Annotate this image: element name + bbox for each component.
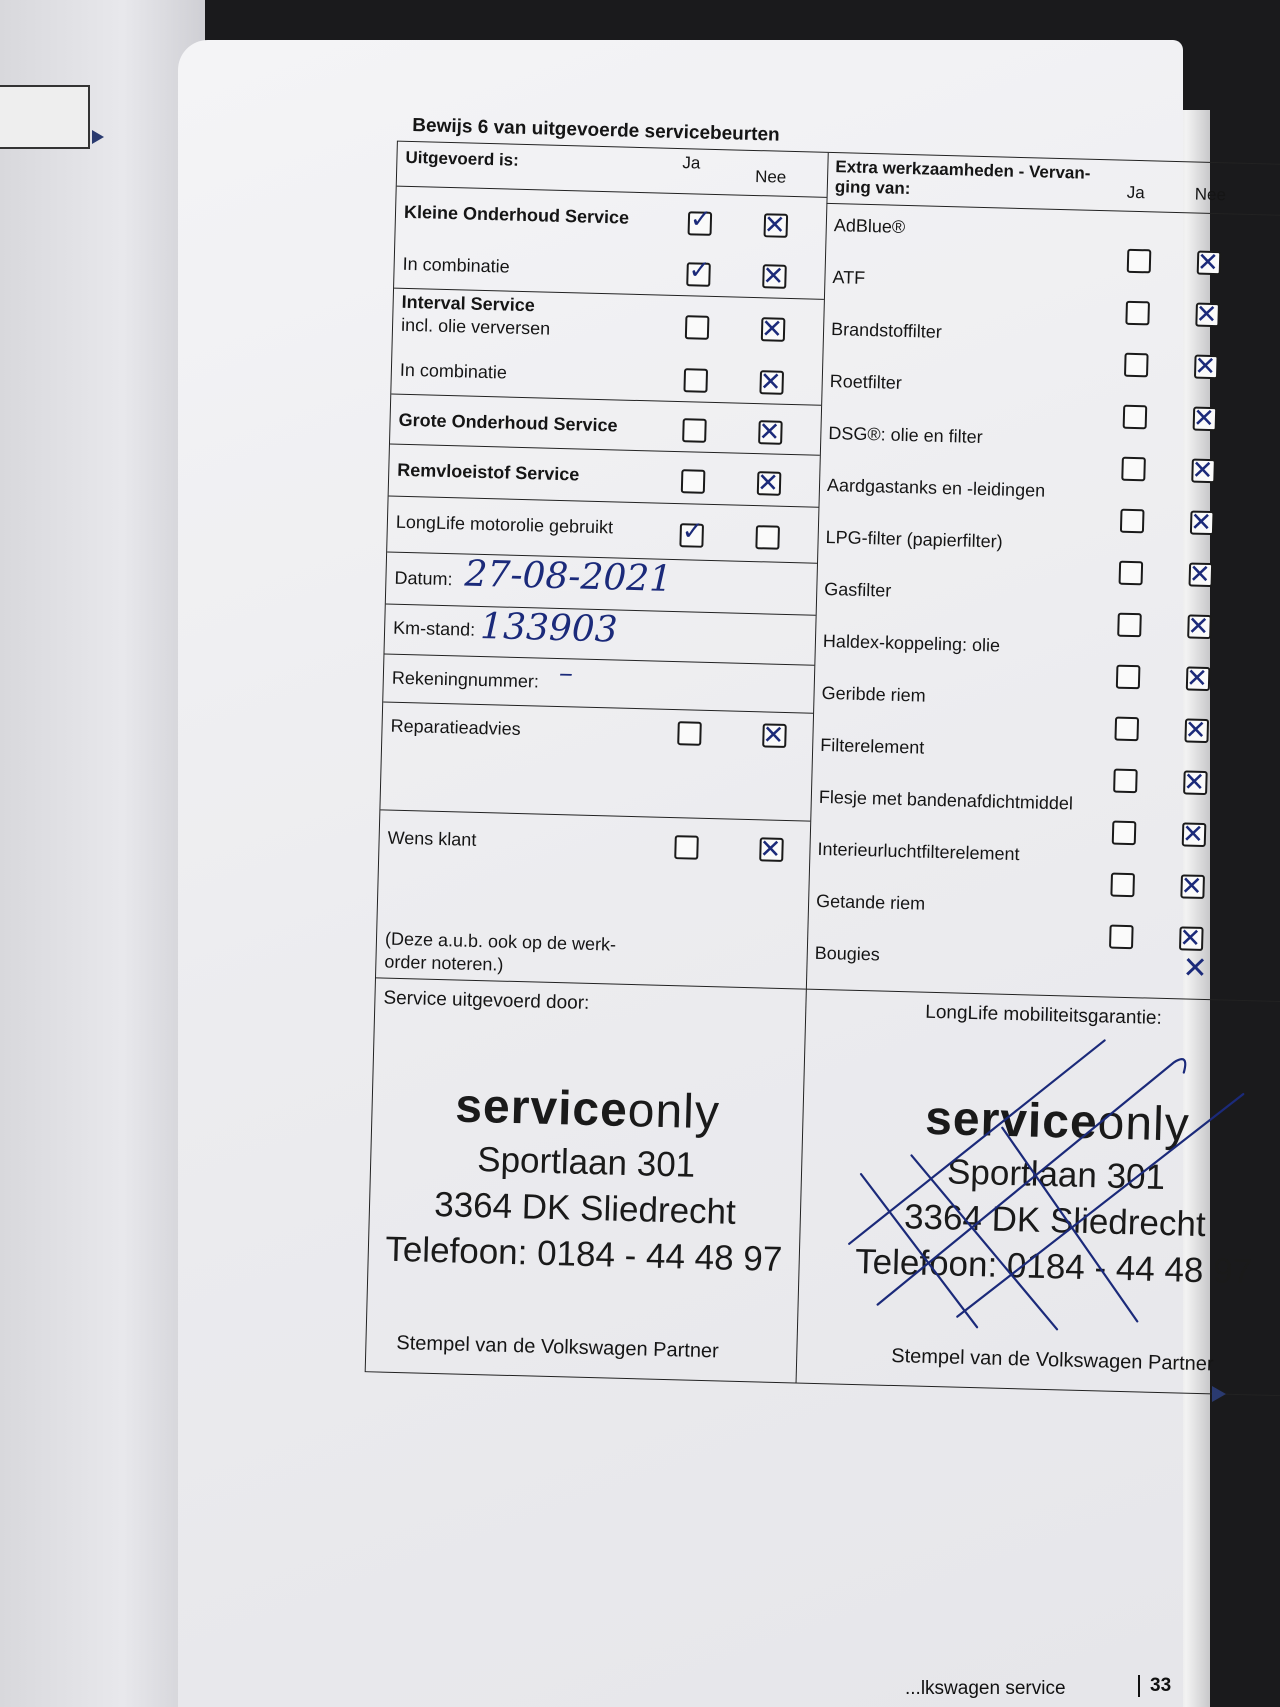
extra-work-ja-checkbox[interactable]	[1110, 873, 1135, 898]
extra-work-nee-checkbox[interactable]	[1191, 455, 1216, 487]
extra-work-label: AdBlue®	[833, 215, 906, 237]
left-row-label: Interval Service	[401, 291, 536, 316]
datum-label: Datum:	[394, 567, 453, 590]
left-nee-header: Nee	[754, 166, 787, 187]
left-row-nee-checkbox[interactable]	[759, 367, 784, 398]
check-mark-icon: ✓	[689, 204, 713, 235]
extra-work-ja-checkbox[interactable]	[1116, 665, 1141, 690]
extra-work-ja-checkbox[interactable]	[1112, 821, 1137, 846]
cross-mark-icon: ✕	[1196, 247, 1220, 279]
left-row-label: Kleine Onderhoud Service	[403, 201, 630, 228]
wens-note: (Deze a.u.b. ook op de werk- order noteren.)	[384, 928, 617, 975]
cross-mark-icon: ✕	[759, 834, 782, 865]
left-page	[0, 0, 205, 1707]
cross-mark-icon: ✕	[1184, 715, 1207, 746]
extra-work-nee-checkbox[interactable]	[1195, 299, 1220, 331]
stamp-city: 3364 DK Sliedrecht	[433, 1184, 737, 1232]
service-by-label: Service uitgevoerd door:	[383, 987, 590, 1014]
left-row-label: Remvloeistof Service	[397, 459, 580, 485]
left-row-ja-checkbox[interactable]	[686, 255, 711, 287]
service-booklet-page	[178, 40, 1253, 1707]
left-header: Uitgevoerd is:	[405, 147, 520, 170]
extra-work-label: Haldex-koppeling: olie	[822, 630, 1001, 656]
extra-work-ja-checkbox[interactable]	[1117, 613, 1142, 638]
extra-work-label: Gasfilter	[824, 578, 892, 601]
cross-mark-icon: ✕	[763, 210, 787, 241]
crossed-out-scribble	[837, 1014, 1280, 1355]
extra-work-label: Getande riem	[815, 890, 926, 914]
cross-mark-icon: ✕	[1193, 351, 1217, 383]
left-row-nee-checkbox[interactable]	[760, 314, 786, 345]
cross-mark-icon: ✕	[756, 468, 780, 499]
extra-work-label: Bougies	[814, 942, 881, 965]
extra-work-ja-checkbox[interactable]	[1109, 925, 1134, 950]
cross-mark-icon: ✕	[1181, 819, 1205, 850]
reparatie-ja-checkbox[interactable]	[677, 721, 702, 746]
right-header-row	[826, 153, 1280, 218]
stamp-brand: serviceonly	[924, 1091, 1191, 1152]
page-number: 33	[1138, 1675, 1171, 1697]
left-arrow-icon	[92, 130, 104, 144]
extra-work-ja-checkbox[interactable]	[1121, 457, 1146, 482]
cross-mark-icon: ✕	[762, 261, 785, 292]
form-frame	[365, 141, 1280, 1398]
extra-work-ja-checkbox[interactable]	[1113, 769, 1138, 794]
extra-work-label: Geribde riem	[821, 682, 926, 706]
left-row-ja-checkbox[interactable]	[688, 204, 713, 236]
stamp-phone: Telefoon: 0184 - 44 48 97	[384, 1229, 783, 1280]
right-header: Extra werkzaamheden - Vervan- ging van:	[834, 157, 1091, 199]
rekening-label: Rekeningnummer:	[391, 667, 540, 692]
left-row-nee-checkbox[interactable]	[758, 417, 783, 448]
extra-work-nee-checkbox[interactable]	[1184, 715, 1209, 746]
cross-mark-icon: ✕	[758, 417, 781, 448]
extra-work-label: Interieurluchtfilterelement	[817, 838, 1020, 865]
extra-work-nee-checkbox[interactable]	[1185, 663, 1211, 695]
extra-work-label: LPG-filter (papierfilter)	[825, 526, 1003, 552]
right-nee-header: Nee	[1194, 184, 1227, 205]
extra-work-nee-checkbox[interactable]	[1189, 507, 1215, 539]
rekening-value: –	[558, 656, 574, 690]
reparatie-row	[380, 701, 813, 821]
left-row-label: LongLife motorolie gebruikt	[395, 511, 614, 538]
cross-mark-icon: ✕	[759, 367, 782, 398]
extra-work-ja-checkbox[interactable]	[1119, 561, 1144, 586]
left-row-ja-checkbox[interactable]	[682, 418, 707, 443]
form-title: Bewijs 6 van uitgevoerde servicebeurten	[412, 115, 780, 146]
cross-mark-icon: ✕	[1178, 923, 1202, 954]
left-row-label: Grote Onderhoud Service	[398, 409, 618, 436]
extra-work-ja-checkbox[interactable]	[1123, 405, 1148, 430]
cross-mark-icon: ✕	[1182, 950, 1209, 987]
extra-work-ja-checkbox[interactable]	[1114, 717, 1139, 742]
extra-work-nee-checkbox[interactable]	[1187, 611, 1212, 643]
extra-work-nee-checkbox[interactable]	[1180, 871, 1205, 902]
service-form	[263, 98, 1280, 1446]
cross-mark-icon: ✕	[1191, 455, 1214, 487]
left-row-ja-checkbox[interactable]	[683, 368, 708, 393]
left-stamp-label: Stempel van de Volkswagen Partner	[396, 1332, 720, 1363]
left-row-nee-checkbox[interactable]	[763, 210, 789, 241]
stamp-city: 3364 DK Sliedrecht	[903, 1197, 1207, 1245]
reparatie-nee-checkbox[interactable]	[762, 720, 787, 751]
km-label: Km-stand:	[392, 617, 476, 640]
guarantee-label: LongLife mobiliteitsgarantie:	[925, 1001, 1163, 1029]
wens-row	[376, 809, 810, 989]
service-stamp	[368, 1076, 803, 1280]
left-row-label: In combinatie	[402, 253, 510, 277]
wens-ja-checkbox[interactable]	[674, 835, 699, 860]
cross-mark-icon: ✕	[1185, 663, 1209, 695]
wens-label: Wens klant	[387, 827, 477, 850]
left-ja-header: Ja	[682, 153, 701, 173]
left-row-nee-checkbox[interactable]	[755, 525, 780, 550]
extra-work-nee-checkbox[interactable]	[1178, 923, 1204, 954]
extra-work-ja-checkbox[interactable]	[1124, 353, 1149, 378]
left-column	[366, 142, 829, 1383]
left-row-nee-checkbox[interactable]	[756, 468, 782, 499]
check-mark-icon: ✓	[681, 516, 704, 547]
cross-mark-icon: ✕	[1187, 611, 1210, 643]
stamp-brand: serviceonly	[454, 1079, 721, 1140]
left-row-ja-checkbox[interactable]	[685, 315, 710, 340]
cross-mark-icon: ✕	[760, 314, 784, 345]
extra-work-label: Filterelement	[819, 734, 925, 758]
stamp-phone: Telefoon: 0184 - 44 48 97	[854, 1241, 1253, 1292]
extra-work-label: Roetfilter	[829, 371, 903, 393]
right-ja-header: Ja	[1126, 182, 1146, 203]
page-footer-text: ...lkswagen service	[905, 1678, 1066, 1699]
stamp-street: Sportlaan 301	[946, 1152, 1166, 1198]
right-stamp-label: Stempel van de Volkswagen Partner	[890, 1344, 1214, 1376]
check-mark-icon: ✓	[688, 255, 711, 286]
extra-work-ja-checkbox[interactable]	[1120, 509, 1145, 534]
extra-work-nee-checkbox[interactable]	[1192, 403, 1218, 435]
right-column	[796, 153, 1280, 1396]
extra-work-label: ATF	[832, 267, 866, 288]
left-row-nee-checkbox[interactable]	[762, 261, 787, 292]
datum-value: 27-08-2021	[464, 553, 673, 600]
extra-work-label: Aardgastanks en -leidingen	[826, 474, 1046, 501]
extra-work-nee-checkbox[interactable]	[1188, 559, 1214, 591]
left-row-ja-checkbox[interactable]	[679, 516, 704, 548]
extra-work-label: Brandstoffilter	[830, 319, 943, 342]
left-row-label: In combinatie	[399, 359, 508, 383]
cross-mark-icon: ✕	[1189, 507, 1213, 539]
cross-mark-icon: ✕	[1182, 767, 1206, 798]
extra-work-label: Flesje met bandenafdichtmiddel	[818, 786, 1074, 814]
left-row-sublabel: incl. olie verversen	[400, 314, 551, 339]
extra-work-nee-checkbox[interactable]	[1193, 351, 1219, 383]
km-value: 133903	[479, 605, 619, 651]
extra-work-nee-checkbox[interactable]	[1182, 767, 1208, 798]
wens-nee-checkbox[interactable]	[759, 834, 784, 865]
cross-mark-icon: ✕	[1192, 403, 1216, 435]
cross-mark-icon: ✕	[1195, 299, 1218, 331]
next-page-arrow-icon	[1212, 1386, 1226, 1402]
cross-mark-icon: ✕	[762, 720, 785, 751]
cross-mark-icon: ✕	[1188, 559, 1212, 591]
extra-work-ja-checkbox[interactable]	[1127, 249, 1152, 274]
extra-work-nee-checkbox[interactable]	[1181, 819, 1207, 850]
extra-work-ja-checkbox[interactable]	[1125, 301, 1150, 326]
left-page-box	[0, 85, 90, 149]
cross-mark-icon: ✕	[1180, 871, 1203, 902]
extra-work-label: DSG®: olie en filter	[828, 423, 983, 448]
extra-work-nee-checkbox[interactable]	[1196, 247, 1222, 279]
reparatie-label: Reparatieadvies	[390, 715, 521, 740]
stamp-street: Sportlaan 301	[476, 1140, 696, 1185]
left-row-ja-checkbox[interactable]	[681, 469, 706, 494]
